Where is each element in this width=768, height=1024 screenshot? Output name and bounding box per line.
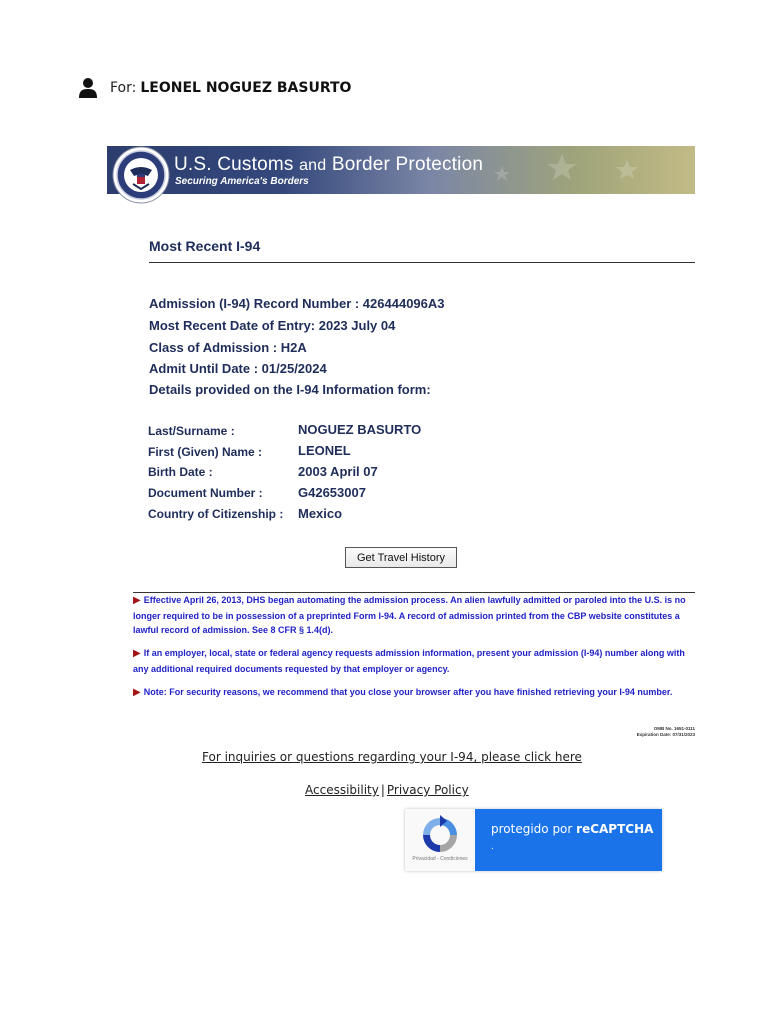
recaptcha-dot: . bbox=[491, 841, 494, 852]
arrow-right-icon: ▶ bbox=[133, 648, 141, 659]
citizenship-label: Country of Citizenship : bbox=[148, 507, 284, 521]
arrow-right-icon: ▶ bbox=[133, 595, 141, 606]
recaptcha-brand: reCAPTCHA bbox=[576, 822, 654, 836]
admit-until-line: Admit Until Date : 01/25/2024 bbox=[149, 361, 327, 376]
details-intro-line: Details provided on the I-94 Information form: bbox=[149, 382, 431, 397]
banner-title-and: and bbox=[299, 157, 327, 174]
banner-title-part1: U.S. Customs bbox=[174, 154, 300, 175]
section-title: Most Recent I-94 bbox=[149, 238, 261, 254]
document-number-value: G42653007 bbox=[298, 485, 366, 500]
notice-text: Note: For security reasons, we recommend that you close your browser after you have finished retrieving your I-94 number. bbox=[143, 687, 673, 697]
inquiry-link[interactable]: For inquiries or questions regarding your I-94, please click here bbox=[202, 750, 582, 764]
accessibility-link[interactable]: Accessibility bbox=[305, 783, 379, 797]
recaptcha-logo-panel bbox=[405, 809, 475, 871]
class-of-admission-line: Class of Admission : H2A bbox=[149, 340, 307, 355]
record-number-line: Admission (I-94) Record Number : 426444096A3 bbox=[149, 296, 445, 311]
recaptcha-logo-icon bbox=[419, 814, 461, 856]
footer-links bbox=[305, 783, 469, 797]
section-divider bbox=[149, 262, 695, 263]
banner-title-part2: Border Protection bbox=[326, 154, 484, 175]
recaptcha-label bbox=[491, 822, 653, 836]
document-number-label: Document Number : bbox=[148, 486, 263, 500]
omb-number: OMB No. 1651-0111 bbox=[653, 726, 695, 731]
recaptcha-protected-by: protegido por bbox=[491, 822, 577, 836]
entry-date-line: Most Recent Date of Entry: 2023 July 04 bbox=[149, 318, 396, 333]
notice-text: If an employer, local, state or federal agency requests admission information, present your admission (I-94) number along with any additional required documents requested by that employer or agency. bbox=[133, 648, 685, 674]
user-icon bbox=[78, 77, 98, 99]
for-label: For: bbox=[110, 80, 137, 96]
surname-value: NOGUEZ BASURTO bbox=[298, 422, 422, 437]
get-travel-history-button[interactable]: Get Travel History bbox=[345, 547, 457, 568]
user-line bbox=[78, 76, 351, 100]
recaptcha-badge[interactable] bbox=[405, 809, 662, 871]
dhs-seal-icon bbox=[112, 146, 170, 204]
recaptcha-text-panel bbox=[475, 809, 662, 871]
citizenship-value: Mexico bbox=[298, 506, 343, 521]
privacy-policy-link[interactable]: Privacy Policy bbox=[386, 783, 469, 797]
recaptcha-privacy-terms[interactable]: Privacidad - Condiciones bbox=[412, 856, 468, 862]
banner-title bbox=[174, 154, 483, 176]
birth-date-value: 2003 April 07 bbox=[298, 464, 378, 479]
user-name: LEONEL NOGUEZ BASURTO bbox=[140, 80, 352, 96]
given-name-value: LEONEL bbox=[298, 443, 351, 458]
notice-security bbox=[133, 685, 697, 701]
surname-label: Last/Surname : bbox=[148, 424, 235, 438]
notice-automation bbox=[133, 593, 697, 638]
given-name-label: First (Given) Name : bbox=[148, 445, 263, 459]
notice-employer bbox=[133, 646, 697, 676]
birth-date-label: Birth Date : bbox=[148, 465, 213, 479]
arrow-right-icon: ▶ bbox=[133, 687, 141, 698]
notice-text: Effective April 26, 2013, DHS began automating the admission process. An alien lawfully admitted or paroled into the U.S. is no longer required to be in possession of a preprinted Form I-94. A record of admission printed from the CBP website constitutes a lawful record of admission. See 8 CFR § 1.4(d). bbox=[133, 595, 686, 635]
omb-expiration: Expiration Date: 07/31/2023 bbox=[636, 732, 695, 737]
footer-separator: | bbox=[380, 783, 385, 797]
banner-subtitle: Securing America's Borders bbox=[175, 176, 309, 187]
